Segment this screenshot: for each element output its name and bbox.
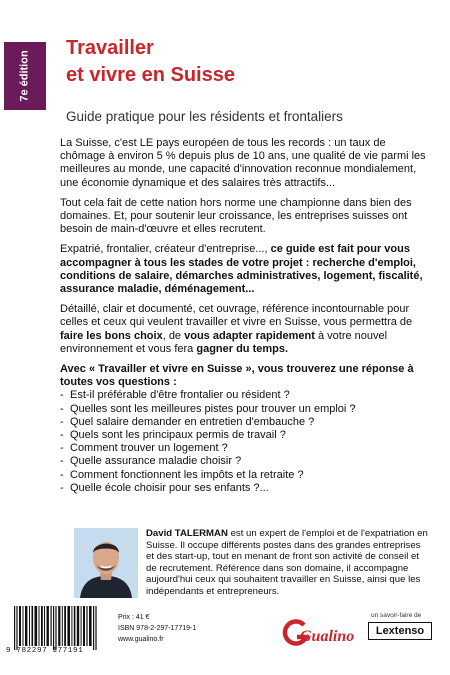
paragraph-4-e: à votre nouvel environnement et vous fera bbox=[60, 329, 388, 355]
isbn: ISBN 978-2-297-17719-1 bbox=[118, 625, 197, 632]
author-bio bbox=[146, 528, 428, 598]
website-link[interactable]: www.gualino.fr bbox=[118, 636, 164, 643]
book-subtitle: Guide pratique pour les résidents et frontaliers bbox=[66, 109, 343, 124]
book-info bbox=[118, 612, 196, 645]
author-portrait-icon bbox=[74, 528, 138, 598]
paragraph-3 bbox=[60, 243, 426, 296]
back-cover-text bbox=[60, 137, 426, 495]
questions-list bbox=[60, 389, 426, 495]
paragraph-4-f: gagner du temps. bbox=[196, 342, 289, 355]
author-name: David TALERMAN bbox=[146, 528, 228, 539]
paragraph-3-intro: Expatrié, frontalier, créateur d'entreprise..., bbox=[60, 243, 271, 256]
group-tagline: un savoir-faire de bbox=[371, 612, 422, 619]
question-item: - Quel salaire demander en entretien d'embauche ? bbox=[60, 416, 426, 429]
paragraph-4 bbox=[60, 303, 426, 356]
edition-band bbox=[4, 42, 46, 110]
title-line-2: et vivre en Suisse bbox=[66, 64, 235, 86]
paragraph-4-a: Détaillé, clair et documenté, cet ouvrage, référence incontournable pour celles et ceux qui veulent travailler et vivre en Suisse, vous permettra de bbox=[60, 303, 413, 329]
edition-label: 7e édition bbox=[19, 50, 31, 102]
question-item: - Quels sont les principaux permis de travail ? bbox=[60, 429, 426, 442]
question-item: - Quelle assurance maladie choisir ? bbox=[60, 455, 426, 468]
group-name: Lextenso bbox=[375, 625, 425, 637]
question-item: - Quelle école choisir pour ses enfants ?... bbox=[60, 482, 426, 495]
title-line-1: Travailler bbox=[66, 37, 154, 59]
paragraph-4-c: , de bbox=[162, 329, 185, 342]
paragraph-3-bold: ce guide est fait pour vous accompagner à tous les stades de votre projet : recherche d'emploi, conditions de salaire, démarches administratives, logement, fiscalité, assurance maladie, déménagement... bbox=[60, 243, 423, 296]
paragraph-5 bbox=[60, 363, 426, 389]
price: Prix : 41 € bbox=[118, 614, 150, 621]
author-photo bbox=[74, 528, 138, 598]
question-item: - Comment fonctionnent les impôts et la retraite ? bbox=[60, 469, 426, 482]
paragraph-4-b: faire les bons choix bbox=[60, 329, 163, 342]
barcode-number: 9 782297 177191 bbox=[6, 647, 84, 655]
question-item: - Comment trouver un logement ? bbox=[60, 442, 426, 455]
paragraph-4-d: vous adapter rapidement bbox=[184, 329, 315, 342]
book-title bbox=[66, 35, 426, 89]
lextenso-logo bbox=[368, 622, 432, 640]
paragraph-5-bold: Avec « Travailler et vivre en Suisse », vous trouverez une réponse à toutes vos questions : bbox=[60, 363, 414, 389]
author-bio-text: est un expert de l'emploi et de l'expatriation en Suisse. Il occupe différents postes dans des grandes entreprises et des start-up, tout en menant de front son activité de conseil et de recrutement. Référence dans son domaine, il accompagne aujourd'hui ceux qui souhaitent travailler en Suisse, ainsi que les indépendants et entrepreneurs. bbox=[146, 528, 428, 597]
publisher-name: Gualino bbox=[300, 628, 355, 645]
paragraph-2: Tout cela fait de cette nation hors norme une championne dans bien des domaines. Et, pour soutenir leur croissance, les entreprises suisses ont besoin de main-d'œuvre et elles recrutent. bbox=[60, 196, 412, 236]
paragraph-1: La Suisse, c'est LE pays européen de tous les records : un taux de chômage à environ 5 % depuis plus de 10 ans, une qualité de vie parmi les meilleures au monde, une capacité d'innovation reconnue mondialement, une économie dynamique et des salaires très attractifs... bbox=[60, 137, 426, 189]
question-item: - Quelles sont les meilleures pistes pour trouver un emploi ? bbox=[60, 403, 426, 416]
question-item: - Est-il préférable d'être frontalier ou résident ? bbox=[60, 389, 426, 402]
